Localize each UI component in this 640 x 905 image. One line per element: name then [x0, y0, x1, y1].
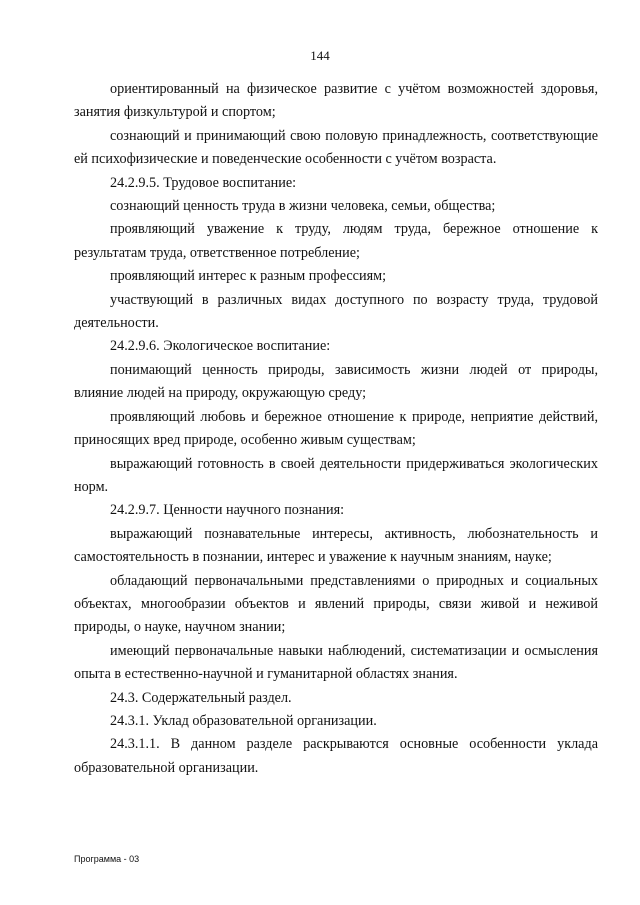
section-heading: 24.2.9.5. Трудовое воспитание:	[110, 174, 297, 191]
paragraph: сознающий ценность труда в жизни человека, семьи, общества;	[110, 198, 496, 215]
paragraph: сознающий и принимающий свою половую принадлежность, соответствующие ей психофизические и поведенческие особенности с учётом возраста.	[74, 127, 598, 168]
paragraph: выражающий познавательные интересы, активность, любознательность и самостоятельность в познании, интерес и уважение к научным знаниям, науке;	[74, 525, 598, 566]
paragraph: проявляющий интерес к разным профессиям;	[110, 268, 387, 285]
document-body	[74, 78, 598, 780]
paragraph: ориентированный на физическое развитие с учётом возможностей здоровья, занятия физкультурой и спортом;	[74, 81, 598, 121]
section-heading: 24.2.9.7. Ценности научного познания:	[110, 502, 345, 519]
paragraph: выражающий готовность в своей деятельности придерживаться экологических норм.	[74, 455, 598, 495]
footer-label: Программа - 03	[74, 854, 140, 864]
paragraph: участвующий в различных видах доступного по возрасту труда, трудовой деятельности.	[74, 291, 598, 332]
paragraph: обладающий первоначальными представлениями о природных и социальных объектах, многообразии объектов и явлений природы, связи живой и неживой природы, о науке, научном знании;	[74, 572, 598, 636]
paragraph: имеющий первоначальные навыки наблюдений, систематизации и осмысления опыта в естественно-научной и гуманитарной областях знания.	[74, 642, 598, 683]
section-heading: 24.3.1. Уклад образовательной организации.	[110, 712, 377, 729]
section-heading: 24.2.9.6. Экологическое воспитание:	[110, 338, 331, 355]
paragraph: проявляющий любовь и бережное отношение к природе, неприятие действий, приносящих вред природе, особенно живым существам;	[74, 408, 598, 449]
paragraph: 24.3.1.1. В данном разделе раскрываются основные особенности уклада образовательной организации.	[74, 736, 598, 776]
section-heading: 24.3. Содержательный раздел.	[110, 689, 292, 706]
paragraph: проявляющий уважение к труду, людям труда, бережное отношение к результатам труда, ответственное потребление;	[74, 221, 598, 261]
page-number: 144	[310, 48, 330, 63]
paragraph: понимающий ценность природы, зависимость жизни людей от природы, влияние людей на природу, окружающую среду;	[74, 361, 598, 402]
